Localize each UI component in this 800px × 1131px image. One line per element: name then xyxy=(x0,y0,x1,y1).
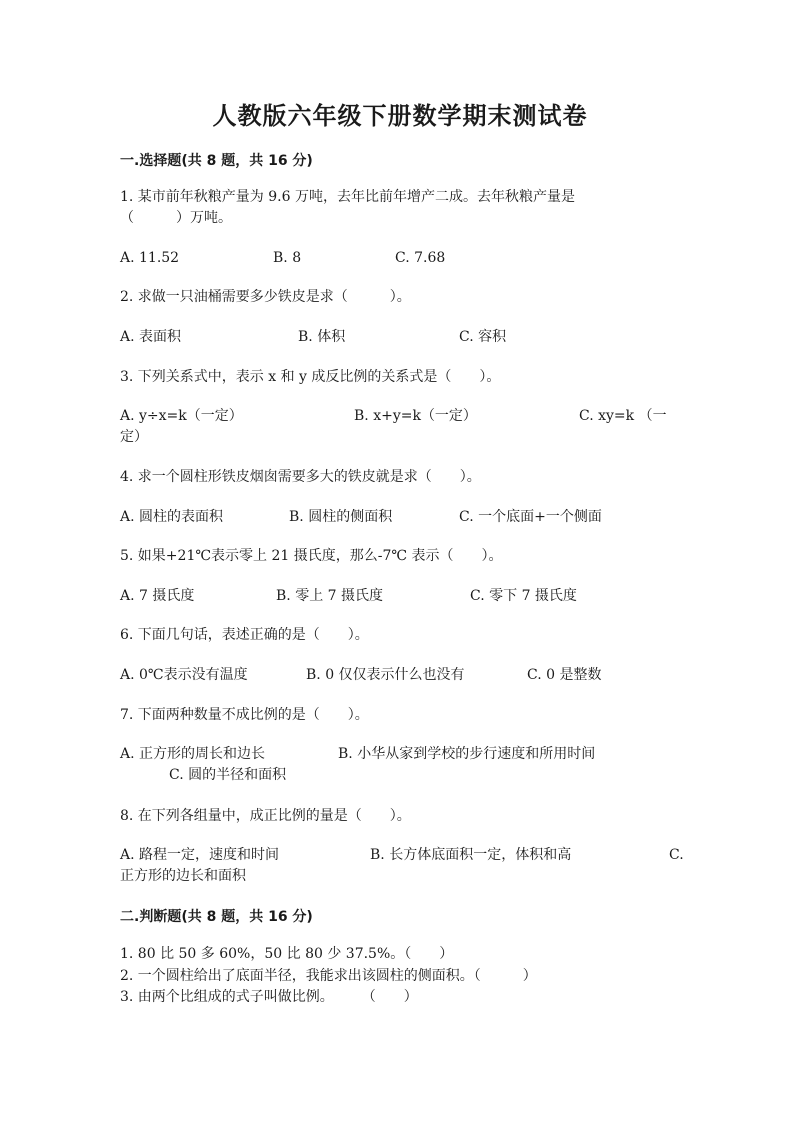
question-2-option-b: B. 体积 xyxy=(298,329,346,345)
question-4-stem: 4. 求一个圆柱形铁皮烟囱需要多大的铁皮就是求（ ）。 xyxy=(120,469,481,485)
question-1-option-b: B. 8 xyxy=(273,250,302,266)
question-7-option-c: C. 圆的半径和面积 xyxy=(169,767,287,783)
question-1-stem: 1. 某市前年秋粮产量为 9.6 万吨，去年比前年增产二成。去年秋粮产量是 xyxy=(120,189,575,205)
question-8-option-b: B. 长方体底面积一定，体积和高 xyxy=(370,847,572,863)
question-5-option-a: A. 7 摄氏度 xyxy=(120,588,195,604)
question-3-option-c-wrap: 定） xyxy=(120,429,148,445)
question-1-option-a: A. 11.52 xyxy=(120,250,180,266)
question-2-option-a: A. 表面积 xyxy=(120,329,182,345)
question-1-option-c: C. 7.68 xyxy=(395,250,446,266)
question-6-option-b: B. 0 仅仅表示什么也没有 xyxy=(306,667,465,683)
question-7-stem: 7. 下面两种数量不成比例的是（ ）。 xyxy=(120,707,369,723)
section-heading-true-false: 二.判断题(共 8 题，共 16 分) xyxy=(120,909,313,925)
question-6-stem: 6. 下面几句话，表述正确的是（ ）。 xyxy=(120,627,369,643)
question-7-option-a: A. 正方形的周长和边长 xyxy=(120,746,266,762)
question-6-option-c: C. 0 是整数 xyxy=(527,667,602,683)
question-3-stem: 3. 下列关系式中，表示 x 和 y 成反比例的关系式是（ ）。 xyxy=(120,369,501,385)
question-8-stem: 8. 在下列各组量中，成正比例的量是（ ）。 xyxy=(120,808,411,824)
question-2-stem: 2. 求做一只油桶需要多少铁皮是求（ ）。 xyxy=(120,289,411,305)
document-title: 人教版六年级下册数学期末测试卷 xyxy=(212,102,588,130)
question-2-option-c: C. 容积 xyxy=(459,329,507,345)
question-3-option-a: A. y÷x=k（一定） xyxy=(120,408,243,424)
question-5-option-c: C. 零下 7 摄氏度 xyxy=(470,588,577,604)
question-1-stem-continued: （ ）万吨。 xyxy=(120,210,232,226)
question-8-option-a: A. 路程一定，速度和时间 xyxy=(120,847,280,863)
judgment-item-2: 2. 一个圆柱给出了底面半径，我能求出该圆柱的侧面积。（ ） xyxy=(120,968,537,984)
question-8-option-c: C. xyxy=(669,847,684,863)
question-4-option-c: C. 一个底面+一个侧面 xyxy=(459,509,602,525)
question-4-option-b: B. 圆柱的侧面积 xyxy=(289,509,393,525)
question-7-option-b: B. 小华从家到学校的步行速度和所用时间 xyxy=(338,746,596,762)
question-3-option-b: B. x+y=k（一定） xyxy=(354,408,477,424)
question-5-stem: 5. 如果+21℃表示零上 21 摄氏度，那么-7℃ 表示（ ）。 xyxy=(120,548,503,564)
question-8-option-c-wrap: 正方形的边长和面积 xyxy=(120,868,246,884)
judgment-item-3: 3. 由两个比组成的式子叫做比例。 （ ） xyxy=(120,989,418,1005)
question-4-option-a: A. 圆柱的表面积 xyxy=(120,509,224,525)
question-3-option-c: C. xy=k （一 xyxy=(579,408,667,424)
question-6-option-a: A. 0℃表示没有温度 xyxy=(120,667,248,683)
section-heading-multiple-choice: 一.选择题(共 8 题，共 16 分) xyxy=(120,153,313,169)
question-5-option-b: B. 零上 7 摄氏度 xyxy=(276,588,383,604)
judgment-item-1: 1. 80 比 50 多 60%，50 比 80 少 37.5%。（ ） xyxy=(120,946,454,962)
